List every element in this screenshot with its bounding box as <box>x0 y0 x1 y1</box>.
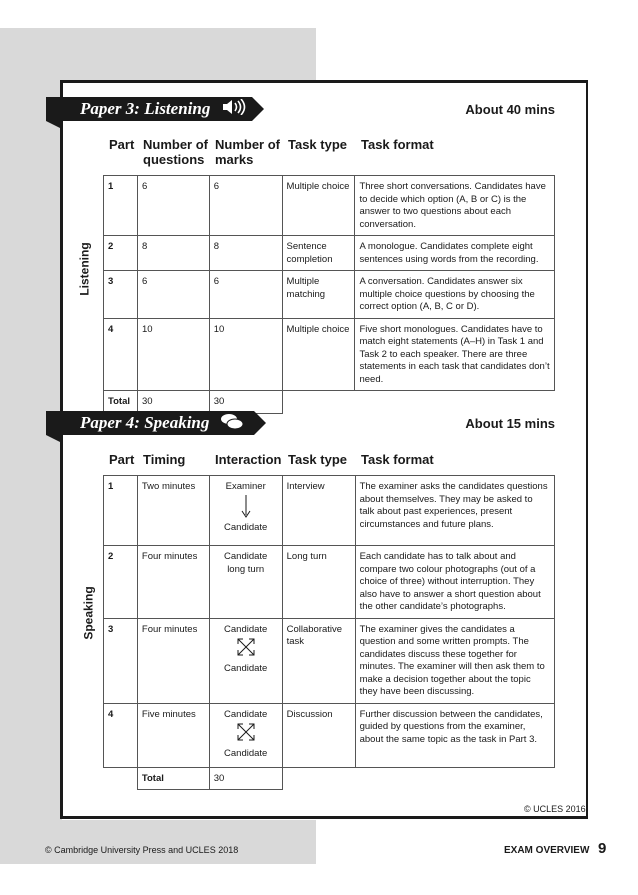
footer-publisher: © Cambridge University Press and UCLES 2018 <box>45 845 239 855</box>
interaction-cell: Candidate long turn <box>209 546 282 619</box>
timing-cell: Two minutes <box>137 476 209 546</box>
timing-cell: Four minutes <box>137 618 209 703</box>
timing-cell: Four minutes <box>137 546 209 619</box>
task-type-cell: Multiple choice <box>282 318 355 391</box>
speaking-banner <box>46 411 276 435</box>
task-type-cell: Discussion <box>282 703 355 767</box>
page-number: 9 <box>598 840 607 857</box>
part-cell: 2 <box>104 236 138 271</box>
task-format-cell: Further discussion between the candidates, guided by questions from the examiner, about the same topic as the task in Part 3. <box>355 703 554 767</box>
part-cell: 3 <box>104 618 138 703</box>
marks-cell: 6 <box>209 271 282 319</box>
task-format-cell: Three short conversations. Candidates have to decide which option (A, B or C) is the answer to two questions about each conversation. <box>355 176 555 236</box>
part-cell: 2 <box>104 546 138 619</box>
col-header-task-type: Task type <box>288 452 348 467</box>
part-cell: 1 <box>104 476 138 546</box>
task-format-cell: Each candidate has to talk about and compare two colour photographs (out of a choice of three) without interruption. They also have to answer a short question about the other candidate’s photographs. <box>355 546 554 619</box>
col-header-task-format: Task format <box>361 137 434 152</box>
listening-table <box>103 175 555 414</box>
marks-cell: 10 <box>209 318 282 391</box>
table-row <box>104 618 555 703</box>
table-row <box>104 236 555 271</box>
gray-band-bottom <box>0 820 316 864</box>
task-type-cell: Multiple choice <box>282 176 355 236</box>
part-cell: 4 <box>104 703 138 767</box>
table-row <box>104 271 555 319</box>
total-questions: 30 <box>137 391 209 414</box>
task-type-cell: Interview <box>282 476 355 546</box>
footer-section: EXAM OVERVIEW <box>504 845 590 856</box>
speaking-title: Paper 4: Speaking <box>80 413 210 432</box>
interaction-top: Candidate <box>224 623 268 635</box>
listening-duration: About 40 mins <box>465 102 555 117</box>
interaction-cell <box>209 476 282 546</box>
marks-cell: 8 <box>209 236 282 271</box>
listening-side-label: Listening <box>77 242 92 296</box>
speech-bubbles-icon <box>220 412 244 436</box>
speaker-icon <box>221 98 251 122</box>
interaction-top: Examiner <box>225 481 266 492</box>
task-type-cell: Collaborative task <box>282 618 355 703</box>
total-row <box>104 767 555 790</box>
table-row <box>104 703 555 767</box>
part-cell: 1 <box>104 176 138 236</box>
marks-cell: 6 <box>209 176 282 236</box>
col-header-timing: Timing <box>143 452 186 467</box>
total-row <box>104 391 555 414</box>
interaction-bottom: Candidate <box>224 522 268 533</box>
total-label: Total <box>137 767 209 790</box>
interaction-bottom: Candidate <box>224 747 268 759</box>
col-header-task-type: Task type <box>288 137 348 152</box>
speaking-duration: About 15 mins <box>465 416 555 431</box>
timing-cell: Five minutes <box>137 703 209 767</box>
questions-cell: 6 <box>137 176 209 236</box>
task-format-cell: Five short monologues. Candidates have to match eight statements (A–H) in Task 1 and Task 2 to each speaker. There are three statements in each task that candidates don’t need. <box>355 318 555 391</box>
questions-cell: 6 <box>137 271 209 319</box>
listening-banner <box>46 97 276 121</box>
col-header-part: Part <box>109 452 135 467</box>
speaking-side-label: Speaking <box>81 586 96 640</box>
crossed-arrows-icon <box>235 721 257 748</box>
speaking-table <box>103 475 555 790</box>
questions-cell: 8 <box>137 236 209 271</box>
crossed-arrows-icon <box>235 636 257 663</box>
task-type-cell: Multiple matching <box>282 271 355 319</box>
part-cell: 4 <box>104 318 138 391</box>
col-header-part: Part <box>109 137 135 152</box>
gray-band-left <box>0 28 62 864</box>
down-arrow-icon <box>241 494 251 523</box>
total-value: 30 <box>209 767 282 790</box>
part-cell: 3 <box>104 271 138 319</box>
task-type-cell: Long turn <box>282 546 355 619</box>
copyright: © UCLES 2016 <box>524 804 586 814</box>
interaction-cell <box>209 618 282 703</box>
total-marks: 30 <box>209 391 282 414</box>
col-header-task-format: Task format <box>361 452 434 467</box>
table-row <box>104 546 555 619</box>
task-type-cell: Sentence completion <box>282 236 355 271</box>
task-format-cell: A monologue. Candidates complete eight sentences using words from the recording. <box>355 236 555 271</box>
task-format-cell: A conversation. Candidates answer six multiple choice questions by choosing the correct option (A, B, C or D). <box>355 271 555 319</box>
col-header-interaction: Interaction <box>215 452 282 467</box>
listening-title: Paper 3: Listening <box>80 99 211 118</box>
interaction-bottom: Candidate <box>224 662 268 674</box>
table-row <box>104 476 555 546</box>
table-row <box>104 176 555 236</box>
interaction-cell <box>209 703 282 767</box>
col-header-questions: Number of questions <box>143 137 208 167</box>
col-header-marks: Number of marks <box>215 137 280 167</box>
total-label: Total <box>104 391 138 414</box>
task-format-cell: The examiner gives the candidates a question and some written prompts. The candidates discuss these together for minutes. The examiner will then ask them to make a decision together about the topic they have been discussing. <box>355 618 554 703</box>
table-row <box>104 318 555 391</box>
task-format-cell: The examiner asks the candidates questions about themselves. They may be asked to talk about past experiences, present circumstances and future plans. <box>355 476 554 546</box>
questions-cell: 10 <box>137 318 209 391</box>
interaction-top: Candidate <box>224 708 268 720</box>
